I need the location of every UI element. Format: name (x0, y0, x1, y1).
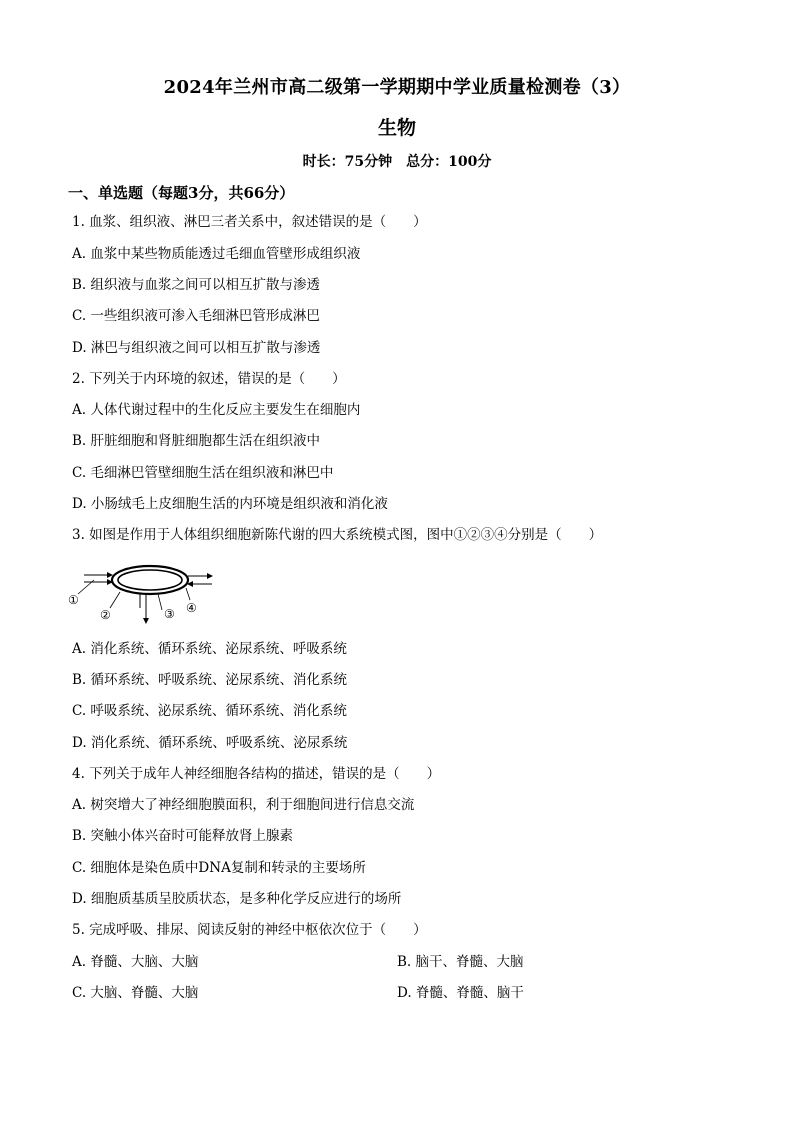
question-2-stem: 2. 下列关于内环境的叙述，错误的是（ ） (72, 371, 346, 387)
four-systems-diagram (66, 558, 226, 628)
question-2-option-d: D. 小肠绒毛上皮细胞生活的内环境是组织液和消化液 (72, 496, 388, 512)
label-2: ② (100, 608, 111, 622)
question-2-option-c: C. 毛细淋巴管壁细胞生活在组织液和淋巴中 (72, 465, 334, 481)
question-4-option-d: D. 细胞质基质呈胶质状态，是多种化学反应进行的场所 (72, 891, 402, 907)
question-1-option-a: A. 血浆中某些物质能透过毛细血管壁形成组织液 (72, 246, 361, 262)
question-1-option-b: B. 组织液与血浆之间可以相互扩散与渗透 (72, 277, 321, 293)
section-title: 一、单选题（每题3分，共66分） (68, 184, 295, 202)
question-4-option-c: C. 细胞体是染色质中DNA复制和转录的主要场所 (72, 860, 366, 876)
question-4-option-b: B. 突触小体兴奋时可能释放肾上腺素 (72, 828, 294, 844)
cell-inner-ring (118, 570, 182, 590)
question-1-stem: 1. 血浆、组织液、淋巴三者关系中，叙述错误的是（ ） (72, 214, 427, 230)
question-3-option-d: D. 消化系统、循环系统、呼吸系统、泌尿系统 (72, 735, 348, 751)
exam-duration: 时长：75分钟 (302, 154, 393, 170)
question-5-option-c: C. 大脑、脊髓、大脑 (72, 985, 199, 1001)
leader-2 (110, 592, 120, 608)
question-2-option-a: A. 人体代谢过程中的生化反应主要发生在细胞内 (72, 402, 361, 418)
question-5-option-b: B. 脑干、脊髓、大脑 (397, 954, 524, 970)
label-1: ① (68, 593, 79, 607)
question-1-option-c: C. 一些组织液可渗入毛细淋巴管形成淋巴 (72, 308, 320, 324)
question-4-stem: 4. 下列关于成年人神经细胞各结构的描述，错误的是（ ） (72, 766, 441, 782)
question-3-option-a: A. 消化系统、循环系统、泌尿系统、呼吸系统 (72, 641, 347, 657)
question-1-option-d: D. 淋巴与组织液之间可以相互扩散与渗透 (72, 340, 321, 356)
question-4-option-a: A. 树突增大了神经细胞膜面积，利于细胞间进行信息交流 (72, 797, 415, 813)
label-4: ④ (186, 601, 197, 615)
leader-3 (158, 594, 162, 610)
question-5-option-a: A. 脊髓、大脑、大脑 (72, 954, 199, 970)
exam-meta (0, 151, 794, 171)
question-3-option-c: C. 呼吸系统、泌尿系统、循环系统、消化系统 (72, 703, 347, 719)
question-3-option-b: B. 循环系统、呼吸系统、泌尿系统、消化系统 (72, 672, 348, 688)
exam-subject: 生物 (377, 117, 416, 139)
question-3-stem: 3. 如图是作用于人体组织细胞新陈代谢的四大系统模式图，图中①②③④分别是（ ） (72, 527, 603, 543)
exam-title: 2024年兰州市高二级第一学期期中学业质量检测卷（3） (163, 77, 631, 98)
question-5-stem: 5. 完成呼吸、排尿、阅读反射的神经中枢依次位于（ ） (72, 922, 427, 938)
question-5-option-d: D. 脊髓、脊髓、脑干 (397, 985, 524, 1001)
exam-total-score: 总分：100分 (406, 154, 492, 170)
question-2-option-b: B. 肝脏细胞和肾脏细胞都生活在组织液中 (72, 433, 321, 449)
leader-4 (186, 588, 190, 600)
label-3: ③ (164, 607, 175, 621)
